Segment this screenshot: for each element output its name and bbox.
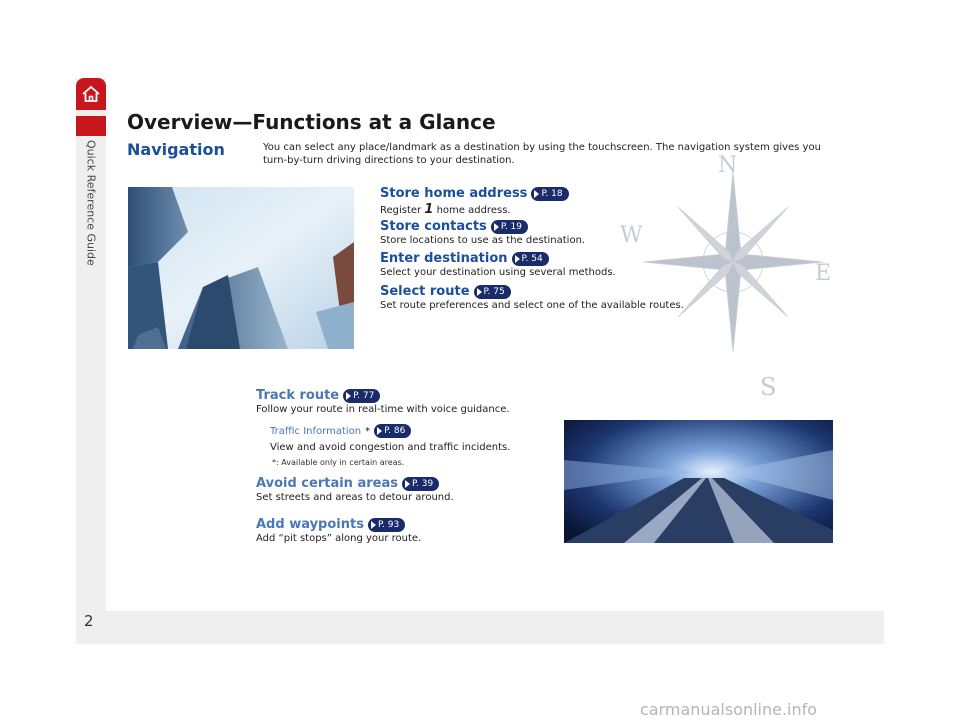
item-select-route xyxy=(380,284,684,311)
section-heading: Navigation xyxy=(127,140,225,159)
item-enter-destination xyxy=(380,251,616,278)
arrow-icon xyxy=(371,521,376,529)
footnote-marker: * xyxy=(365,425,371,437)
page-ref-link[interactable]: P. 86 xyxy=(374,424,411,438)
compass-rose-graphic xyxy=(610,150,840,400)
item-title: Store home address xyxy=(380,186,528,201)
arrow-icon xyxy=(494,223,499,231)
page-title: Overview—Functions at a Glance xyxy=(127,110,496,134)
city-skyline-photo xyxy=(128,187,354,349)
item-track-route xyxy=(256,388,510,415)
item-description: Select your destination using several methods. xyxy=(380,267,616,278)
item-title: Add waypoints xyxy=(256,517,364,532)
item-description: View and avoid congestion and traffic incidents. xyxy=(270,442,511,453)
compass-w: W xyxy=(620,223,643,248)
side-label-text: Quick Reference Guide xyxy=(84,140,98,266)
item-title: Avoid certain areas xyxy=(256,476,398,491)
item-title: Traffic Information xyxy=(270,425,362,437)
footnote: *: Available only in certain areas. xyxy=(272,458,405,467)
page-ref-link[interactable]: P. 77 xyxy=(343,389,380,403)
arrow-icon xyxy=(377,427,382,435)
home-button[interactable] xyxy=(76,78,106,110)
compass-s: S xyxy=(760,373,777,400)
item-description: Follow your route in real-time with voice guidance. xyxy=(256,404,510,415)
page-number: 2 xyxy=(84,612,94,630)
arrow-icon xyxy=(534,190,539,198)
intro-text: You can select any place/landmark as a destination by using the touchscreen. The navigation system gives you turn-by-turn driving directions to your destination. xyxy=(263,142,821,166)
item-traffic-information xyxy=(270,424,510,453)
item-add-waypoints xyxy=(256,517,421,544)
item-title: Store contacts xyxy=(380,219,487,234)
page-ref-link[interactable]: P. 39 xyxy=(402,477,439,491)
item-description: Register 1 home address. xyxy=(380,202,511,217)
arrow-icon xyxy=(477,288,482,296)
page-ref-link[interactable]: P. 93 xyxy=(368,518,405,532)
compass-n: N xyxy=(718,153,738,178)
compass-e: E xyxy=(815,261,832,286)
page-ref-link[interactable]: P. 18 xyxy=(531,187,568,201)
arrow-icon xyxy=(346,392,351,400)
page-ref-link[interactable]: P. 19 xyxy=(491,220,528,234)
item-description: Add “pit stops” along your route. xyxy=(256,533,422,544)
highway-photo xyxy=(564,420,833,543)
page-ref-link[interactable]: P. 54 xyxy=(512,252,549,266)
item-title: Track route xyxy=(256,388,340,403)
home-number-icon: 1 xyxy=(424,202,434,217)
item-description: Set route preferences and select one of the available routes. xyxy=(380,300,684,311)
item-title: Select route xyxy=(380,284,470,299)
arrow-icon xyxy=(515,255,520,263)
arrow-icon xyxy=(405,480,410,488)
item-avoid-certain-areas xyxy=(256,476,454,503)
page-ref-link[interactable]: P. 75 xyxy=(474,285,511,299)
side-tab xyxy=(76,140,106,266)
watermark: carmanualsonline.info xyxy=(640,700,818,719)
section-tab[interactable] xyxy=(76,116,106,136)
home-icon xyxy=(80,83,102,105)
item-description: Set streets and areas to detour around. xyxy=(256,492,454,503)
item-store-contacts xyxy=(380,219,585,246)
item-store-home-address xyxy=(380,186,569,217)
item-description: Store locations to use as the destination. xyxy=(380,235,586,246)
item-title: Enter destination xyxy=(380,251,508,266)
